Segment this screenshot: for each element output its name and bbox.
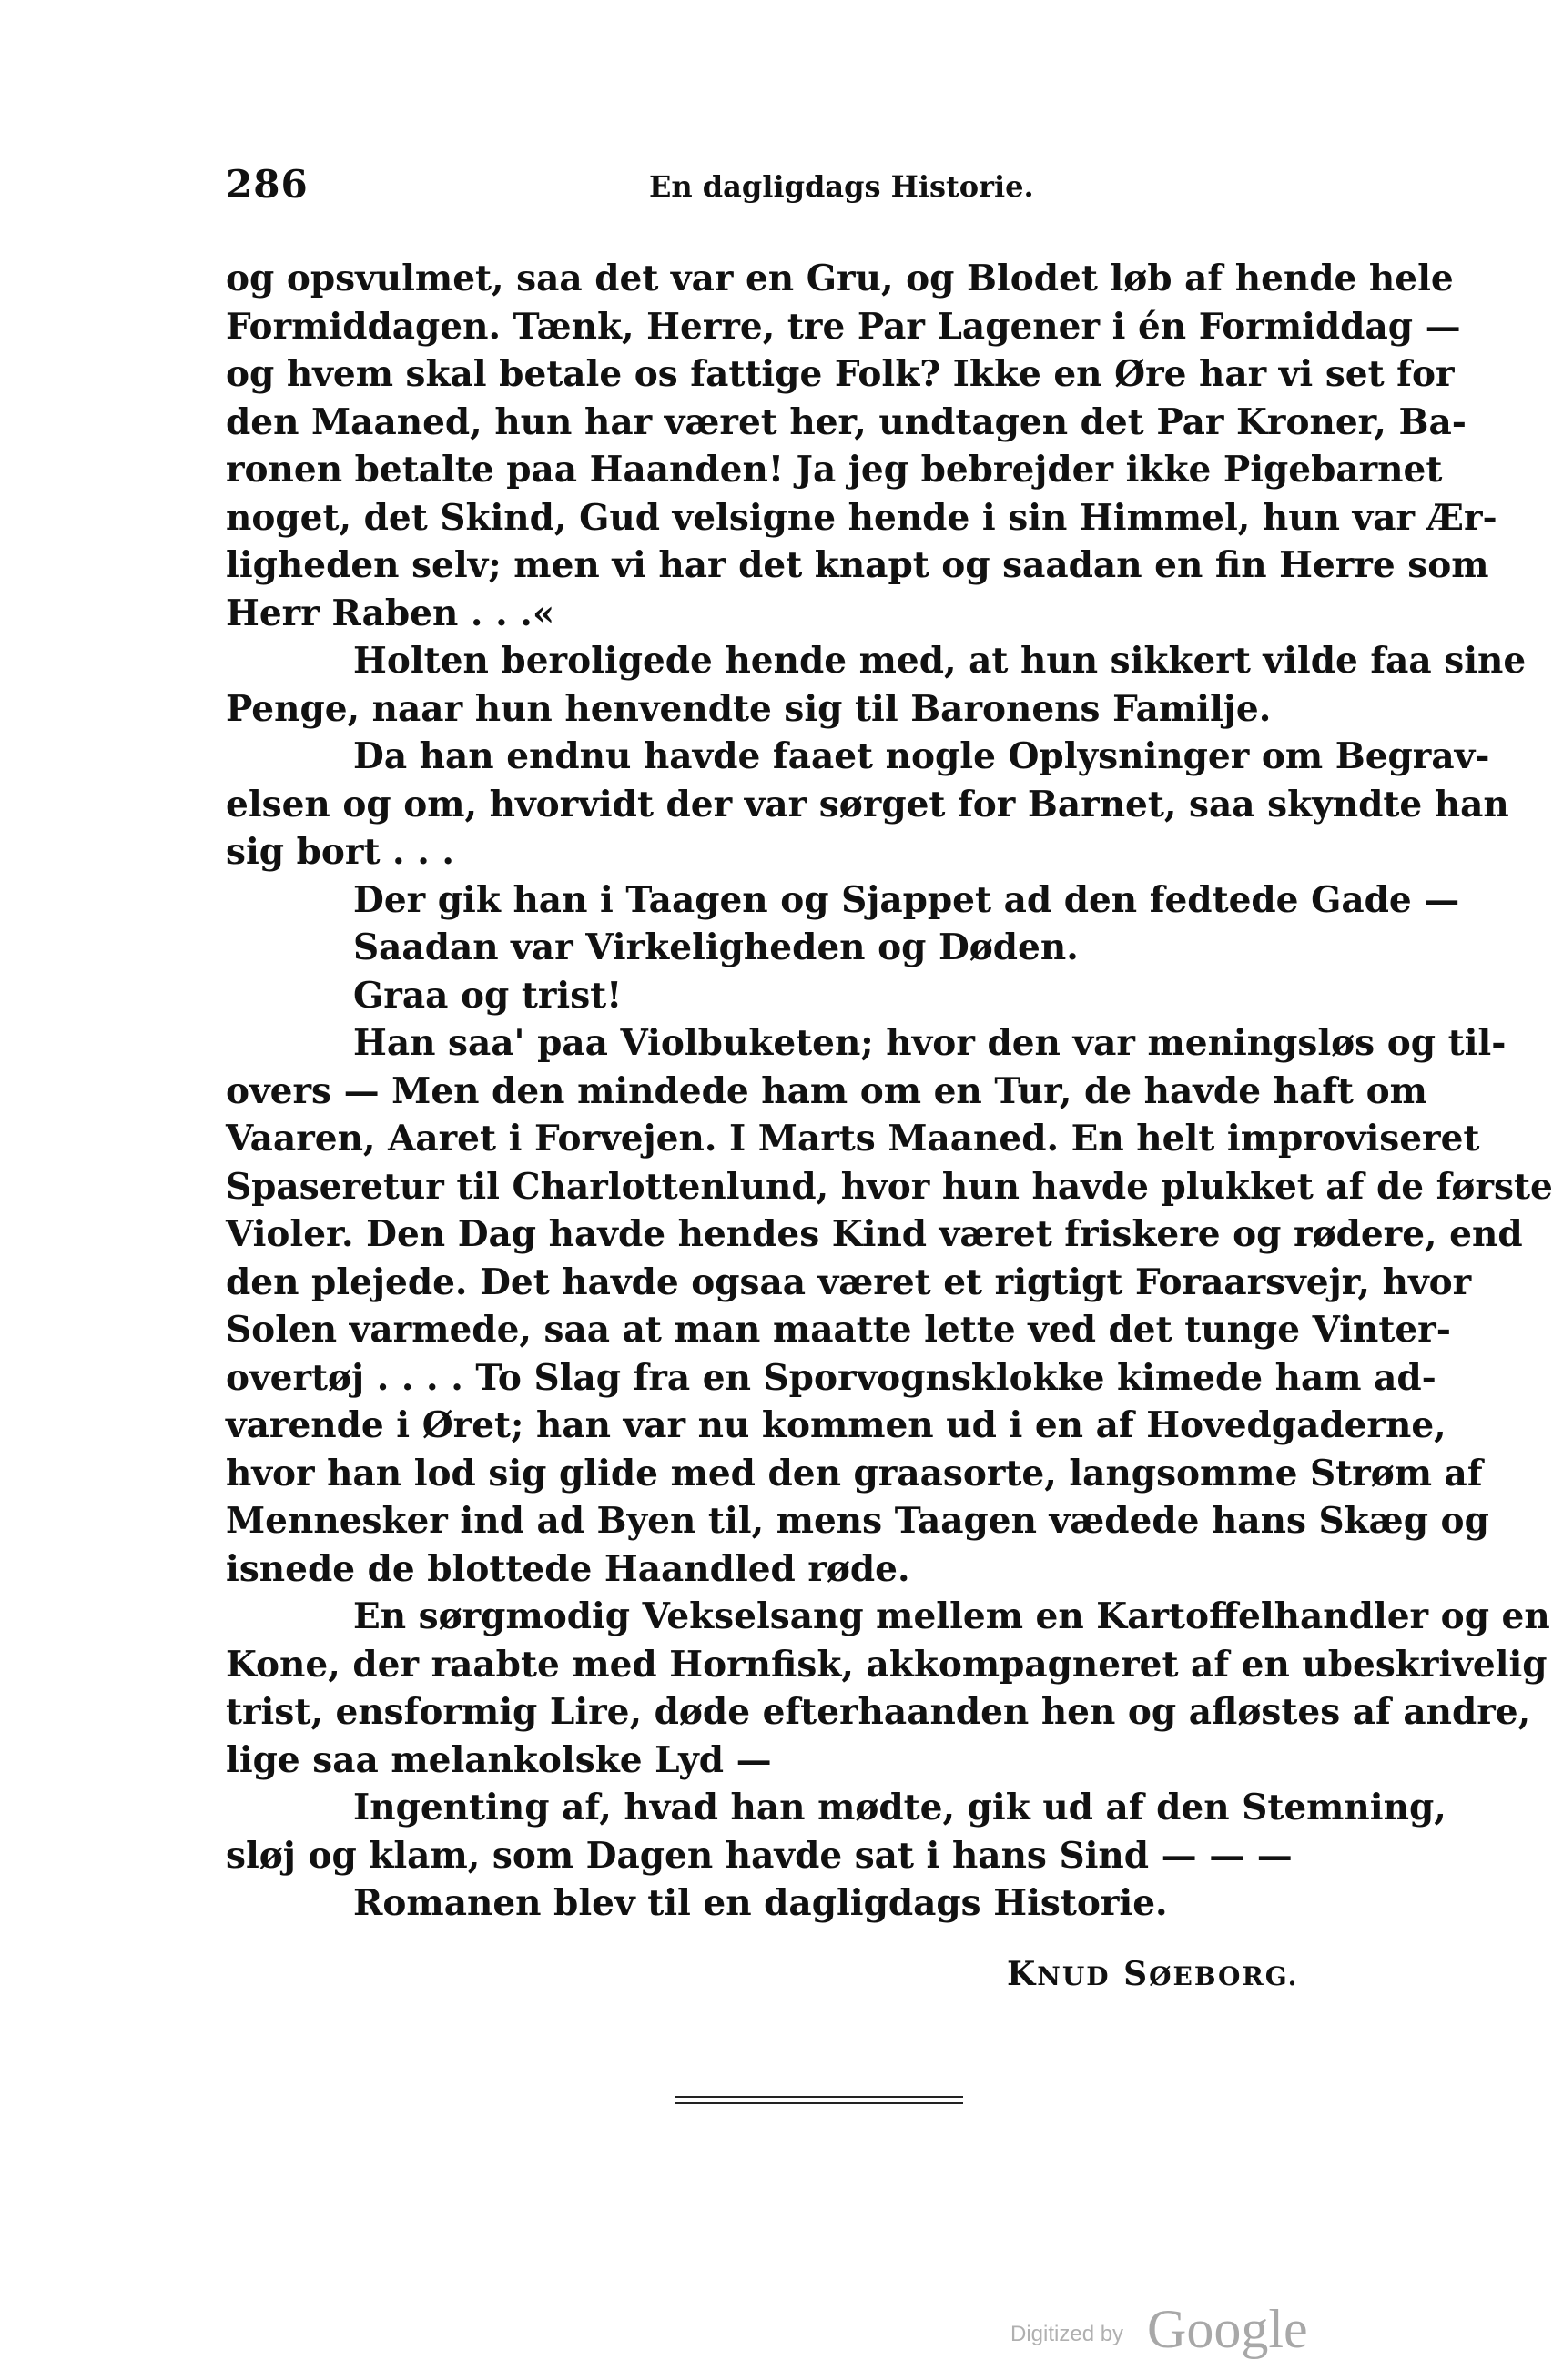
text-line: varende i Øret; han var nu kommen ud i en af Hovedgaderne, <box>226 1404 1446 1446</box>
text-line: Der gik han i Taagen og Sjappet ad den fedtede Gade — <box>353 878 1460 921</box>
text-line: den plejede. Det havde ogsaa været et rigtigt Foraarsvejr, hvor <box>226 1261 1472 1303</box>
page-number: 286 <box>226 162 309 207</box>
text-line: Solen varmede, saa at man maatte lette ved det tunge Vinter- <box>226 1309 1451 1351</box>
end-rule <box>675 2096 963 2104</box>
text-line: Saadan var Virkeligheden og Døden. <box>353 927 1079 968</box>
text-line: hvor han lod sig glide med den graasorte, langsomme Strøm af <box>226 1452 1483 1494</box>
text-line: lige saa melankolske Lyd — <box>226 1738 772 1781</box>
text-line: Formiddagen. Tænk, Herre, tre Par Lagener i én Formiddag — <box>226 305 1461 348</box>
text-line: Violer. Den Dag havde hendes Kind været friskere og rødere, end <box>226 1213 1523 1255</box>
text-line: Romanen blev til en dagligdags Historie. <box>353 1882 1168 1924</box>
text-line: Da han endnu havde faaet nogle Oplysninger om Begrav- <box>353 735 1490 777</box>
signature-initial: S <box>1123 1955 1150 1993</box>
google-logo: Google <box>1147 2299 1308 2359</box>
text-line: og opsvulmet, saa det var en Gru, og Blodet løb af hende hele <box>226 258 1454 299</box>
text-line: og hvem skal betale os fattige Folk? Ikke en Øre har vi set for <box>226 353 1455 395</box>
signature-initial: K <box>1007 1955 1038 1993</box>
text-line: overtøj . . . . To Slag fra en Sporvognsklokke kimede ham ad- <box>226 1356 1436 1399</box>
text-line: sig bort . . . <box>226 831 454 873</box>
text-line: sløj og klam, som Dagen havde sat i hans Sind — — — <box>226 1834 1293 1877</box>
text-line: overs — Men den mindede ham om en Tur, de havde haft om <box>226 1069 1427 1112</box>
text-line: Ingenting af, hvad han mødte, gik ud af den Stemning, <box>353 1787 1446 1828</box>
watermark-prefix: Digitized by <box>1010 2322 1124 2346</box>
author-signature <box>1007 1955 1298 1993</box>
text-line: Graa og trist! <box>353 974 623 1017</box>
text-line: Spaseretur til Charlottenlund, hvor hun havde plukket af de første <box>226 1165 1553 1208</box>
text-line: isnede de blottede Haandled røde. <box>226 1547 910 1590</box>
text-line: Holten beroligede hende med, at hun sikkert vilde faa sine <box>353 640 1527 682</box>
digitized-watermark <box>1010 2298 1375 2362</box>
text-line: ronen betalte paa Haanden! Ja jeg bebrejder ikke Pigebarnet <box>226 449 1443 491</box>
signature-part: ØEBORG. <box>1149 1961 1299 1991</box>
running-title: En dagligdags Historie. <box>649 169 1034 204</box>
text-line: Han saa' paa Violbuketen; hvor den var meningsløs og til- <box>353 1022 1507 1064</box>
text-line: Kone, der raabte med Hornfisk, akkompagneret af en ubeskrivelig <box>226 1643 1548 1686</box>
text-line: Mennesker ind ad Byen til, mens Taagen vædede hans Skæg og <box>226 1500 1489 1542</box>
text-line: trist, ensformig Lire, døde efterhaanden hen og afløstes af andre, <box>226 1691 1531 1733</box>
text-line: Vaaren, Aaret i Forvejen. I Marts Maaned. En helt improviseret <box>226 1118 1480 1160</box>
text-line: den Maaned, hun har været her, undtagen det Par Kroner, Ba- <box>226 400 1467 443</box>
text-line: noget, det Skind, Gud velsigne hende i sin Himmel, hun var Ær- <box>226 496 1497 539</box>
body-text <box>226 255 1553 1928</box>
signature-part: NUD <box>1037 1961 1111 1991</box>
text-line: Penge, naar hun henvendte sig til Baronens Familje. <box>226 687 1272 730</box>
text-line: ligheden selv; men vi har det knapt og saadan en fin Herre som <box>226 544 1489 586</box>
text-line: elsen og om, hvorvidt der var sørget for Barnet, saa skyndte han <box>226 783 1509 825</box>
page-header <box>226 162 1409 208</box>
text-line: En sørgmodig Vekselsang mellem en Kartoffelhandler og en <box>353 1595 1550 1637</box>
text-line: Herr Raben . . .« <box>226 592 555 634</box>
